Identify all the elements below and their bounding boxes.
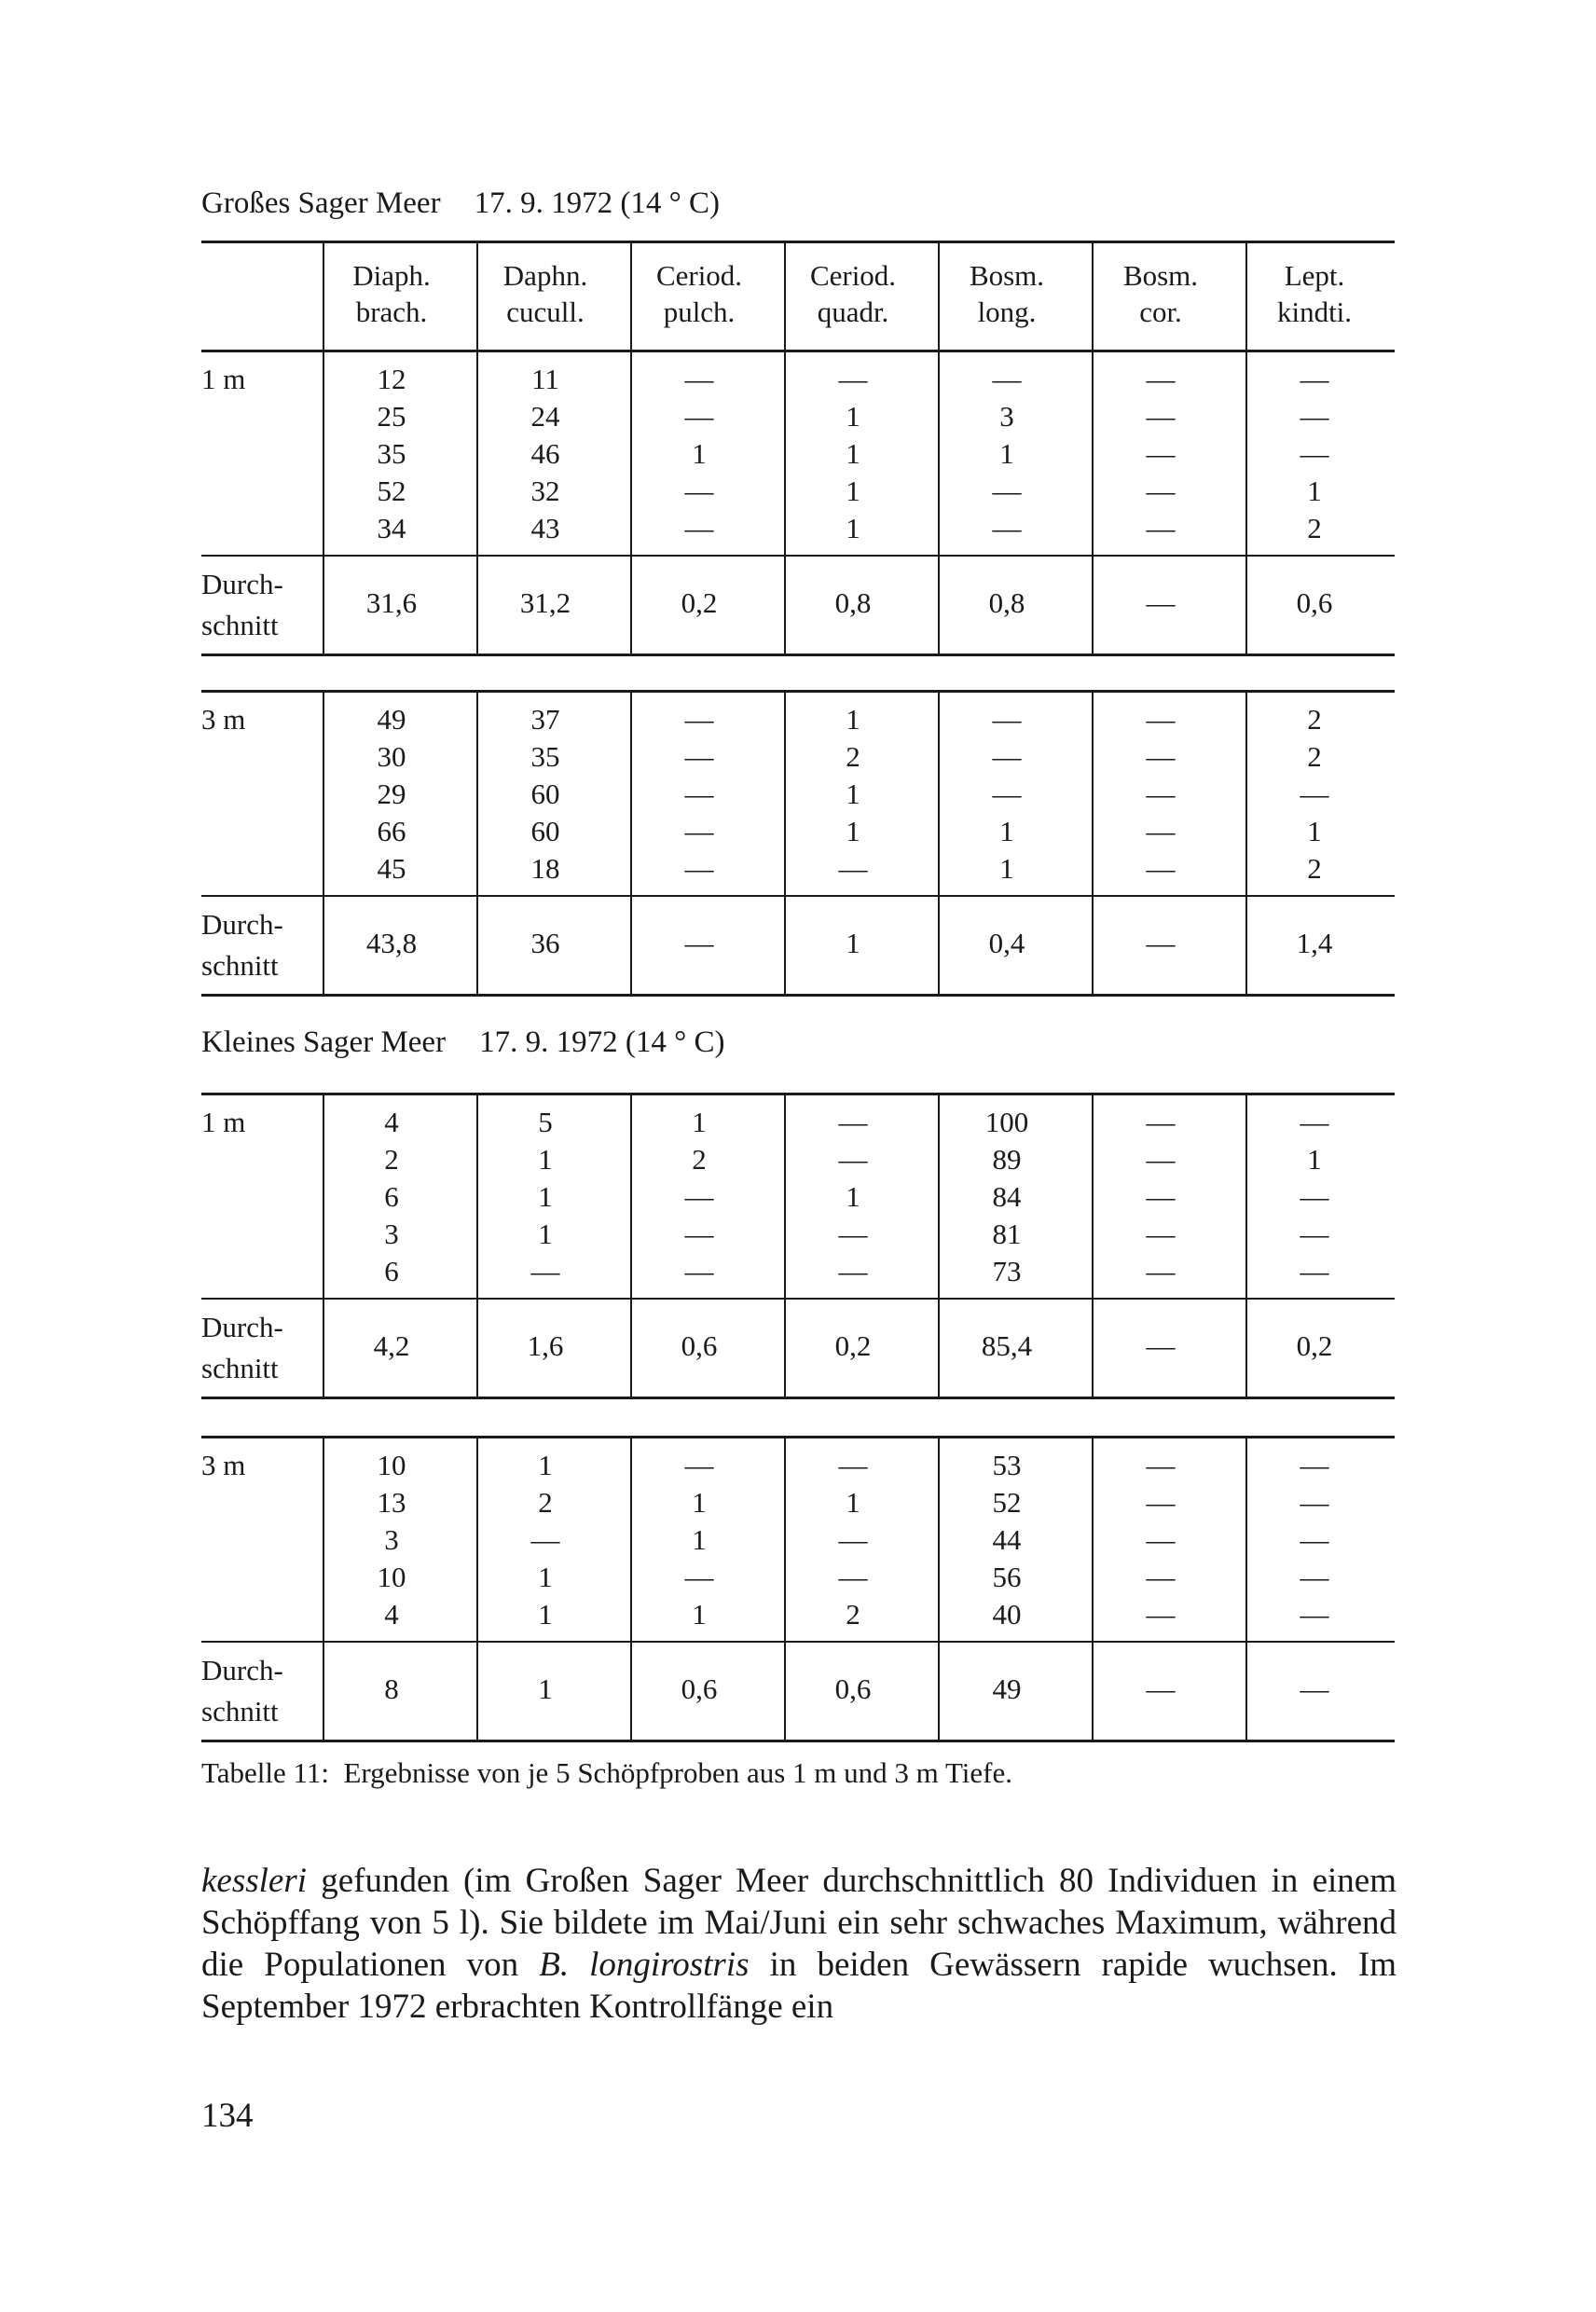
table-cell: —	[1146, 1449, 1176, 1481]
table-cell: 1	[692, 437, 707, 470]
table-cell: —	[1146, 703, 1176, 736]
table-column-divider	[630, 1093, 632, 1397]
table-cell: 4	[384, 1598, 399, 1631]
table-cell: —	[684, 363, 714, 395]
average-cell: 0,8	[988, 586, 1025, 619]
average-cell: 0,6	[834, 1672, 872, 1705]
table-caption: Tabelle 11: Ergebnisse von je 5 Schöpfproben aus 1 m und 3 m Tiefe.	[201, 1756, 1013, 1789]
table-cell: —	[992, 512, 1022, 544]
table-cell: 1	[692, 1106, 707, 1138]
table-cell: —	[684, 1180, 714, 1213]
table-cell: 1	[692, 1486, 707, 1519]
table-cell: 66	[377, 815, 406, 847]
average-cell: 0,8	[834, 586, 872, 619]
row-separator	[201, 1298, 1395, 1300]
table-cell: 12	[377, 363, 406, 395]
table-cell: 1	[999, 437, 1014, 470]
table-cell: 3	[384, 1523, 399, 1556]
average-cell: 1,6	[527, 1329, 564, 1362]
table-cell: 1	[1307, 475, 1322, 507]
table-cell: 2	[1307, 512, 1322, 544]
table-cell: 10	[377, 1561, 406, 1593]
page-number: 134	[201, 2097, 254, 2135]
column-header: Ceriod. quadr.	[809, 259, 897, 328]
table-column-divider	[630, 1436, 632, 1740]
table-column-divider	[1092, 690, 1094, 994]
average-cell: 43,8	[365, 927, 418, 959]
lake-name: Kleines Sager Meer	[201, 1025, 447, 1059]
table-cell: —	[1300, 1106, 1329, 1138]
average-label: Durch- schnitt	[201, 568, 283, 641]
column-header: Diaph. brach.	[352, 259, 431, 328]
table-cell: —	[1300, 1523, 1329, 1556]
table-cell: —	[1146, 1106, 1176, 1138]
table-cell: —	[1146, 475, 1176, 507]
table-cell: 6	[384, 1255, 399, 1287]
table-cell: —	[530, 1255, 560, 1287]
table-column-divider	[323, 241, 324, 350]
table-bottom-rule	[201, 1397, 1395, 1399]
table-cell: —	[1300, 1449, 1329, 1481]
table-cell: —	[684, 1218, 714, 1250]
table-cell: —	[992, 475, 1022, 507]
table-cell: —	[838, 1106, 868, 1138]
table-column-divider	[1092, 1436, 1094, 1740]
table-cell: 6	[384, 1180, 399, 1213]
table-column-divider	[1245, 350, 1247, 654]
table-cell: 40	[992, 1598, 1022, 1631]
table-cell: —	[1146, 740, 1176, 773]
table-column-divider	[1245, 1093, 1247, 1397]
table-cell: 100	[984, 1106, 1029, 1138]
average-cell: 0,2	[681, 586, 718, 619]
average-cell: 0,6	[681, 1329, 718, 1362]
average-cell: —	[1300, 1672, 1329, 1705]
table-cell: —	[992, 740, 1022, 773]
table-column-divider	[938, 350, 940, 654]
average-cell: —	[1146, 1329, 1176, 1362]
table-cell: —	[684, 815, 714, 847]
table-cell: 60	[530, 815, 560, 847]
table-column-divider	[323, 1093, 324, 1397]
table-header-top-rule	[201, 241, 1395, 243]
lake-date: 17. 9. 1972 (14 ° C)	[479, 1025, 725, 1059]
table-column-divider	[1092, 350, 1094, 654]
table-column-divider	[784, 1436, 786, 1740]
table-cell: 44	[992, 1523, 1022, 1556]
table-cell: 1	[846, 815, 860, 847]
average-cell: —	[684, 927, 714, 959]
table-cell: 1	[846, 475, 860, 507]
average-cell: 4,2	[373, 1329, 410, 1362]
table-cell: 29	[377, 778, 406, 810]
table-cell: 34	[377, 512, 406, 544]
table-cell: 18	[530, 852, 560, 885]
table-cell: —	[1300, 400, 1329, 433]
average-cell: 49	[992, 1672, 1022, 1705]
average-cell: 8	[384, 1672, 399, 1705]
table-top-rule	[201, 350, 1395, 352]
depth-label: 3 m	[201, 1449, 246, 1481]
table-cell: —	[684, 1255, 714, 1287]
table-cell: 84	[992, 1180, 1022, 1213]
table-bottom-rule	[201, 654, 1395, 656]
table-cell: —	[1146, 778, 1176, 810]
table-cell: —	[684, 852, 714, 885]
table-cell: —	[684, 512, 714, 544]
depth-label: 1 m	[201, 1106, 246, 1138]
lake-caption-klein	[201, 1025, 725, 1060]
table-column-divider	[938, 1093, 940, 1397]
table-cell: 37	[530, 703, 560, 736]
table-cell: —	[992, 778, 1022, 810]
column-header: Daphn. cucull.	[502, 259, 588, 328]
table-cell: 1	[1307, 1143, 1322, 1176]
table-cell: —	[1146, 1486, 1176, 1519]
table-cell: 25	[377, 400, 406, 433]
table-column-divider	[938, 241, 940, 350]
table-cell: 30	[377, 740, 406, 773]
table-cell: 1	[846, 703, 860, 736]
table-cell: 2	[538, 1486, 553, 1519]
table-cell: 1	[846, 778, 860, 810]
table-cell: 35	[530, 740, 560, 773]
table-column-divider	[784, 241, 786, 350]
table-column-divider	[1245, 1436, 1247, 1740]
table-top-rule	[201, 1093, 1395, 1095]
table-cell: 1	[538, 1561, 553, 1593]
table-cell: 1	[538, 1180, 553, 1213]
table-cell: 2	[846, 1598, 860, 1631]
table-cell: 1	[692, 1598, 707, 1631]
average-cell: 85,4	[981, 1329, 1033, 1362]
table-cell: 1	[692, 1523, 707, 1556]
average-cell: 0,4	[988, 927, 1025, 959]
table-column-divider	[323, 1436, 324, 1740]
table-column-divider	[323, 350, 324, 654]
average-cell: 0,2	[1296, 1329, 1333, 1362]
table-cell: 32	[530, 475, 560, 507]
table-cell: —	[838, 1218, 868, 1250]
table-top-rule	[201, 1436, 1395, 1438]
table-column-divider	[1092, 241, 1094, 350]
table-cell: —	[992, 703, 1022, 736]
table-cell: —	[684, 1561, 714, 1593]
table-cell: 10	[377, 1449, 406, 1481]
body-text-part: gefunden (im Großen Sager Meer durchschnittlich 80 Individuen in einem Schöpffang von 5 l). Sie bildete im Mai/Juni ein sehr schwaches Maximum, während die Populationen von	[201, 1862, 1396, 1984]
average-label: Durch- schnitt	[201, 908, 283, 982]
table-cell: —	[684, 400, 714, 433]
column-header: Ceriod. pulch.	[655, 259, 743, 328]
column-header: Bosm. cor.	[1122, 259, 1199, 328]
table-cell: 1	[1307, 815, 1322, 847]
table-cell: 1	[846, 1180, 860, 1213]
table-cell: 1	[538, 1449, 553, 1481]
table-column-divider	[476, 1093, 478, 1397]
table-cell: 5	[538, 1106, 553, 1138]
table-cell: —	[838, 852, 868, 885]
table-cell: 1	[538, 1218, 553, 1250]
table-column-divider	[476, 350, 478, 654]
table-cell: —	[1300, 1180, 1329, 1213]
table-cell: —	[1146, 512, 1176, 544]
table-cell: 11	[531, 363, 559, 395]
average-cell: 0,6	[681, 1672, 718, 1705]
table-cell: 46	[530, 437, 560, 470]
table-cell: —	[838, 1523, 868, 1556]
table-cell: 4	[384, 1106, 399, 1138]
species-name: kessleri	[201, 1862, 308, 1900]
average-cell: —	[1146, 586, 1176, 619]
table-cell: —	[1300, 1561, 1329, 1593]
table-cell: —	[1300, 1598, 1329, 1631]
table-cell: —	[1146, 1523, 1176, 1556]
table-cell: —	[1300, 1255, 1329, 1287]
table-bottom-rule	[201, 994, 1395, 997]
table-cell: 2	[692, 1143, 707, 1176]
table-cell: —	[684, 778, 714, 810]
row-separator	[201, 555, 1395, 557]
table-column-divider	[630, 690, 632, 994]
average-cell: 1,4	[1296, 927, 1333, 959]
average-cell: 0,6	[1296, 586, 1333, 619]
table-cell: 1	[999, 852, 1014, 885]
species-name: B. longirostris	[539, 1946, 750, 1984]
table-cell: —	[1146, 1561, 1176, 1593]
table-cell: —	[684, 475, 714, 507]
table-cell: —	[1300, 778, 1329, 810]
table-cell: 3	[999, 400, 1014, 433]
table-cell: —	[1146, 400, 1176, 433]
table-column-divider	[323, 690, 324, 994]
table-column-divider	[784, 690, 786, 994]
average-cell: —	[1146, 927, 1176, 959]
table-cell: 56	[992, 1561, 1022, 1593]
table-column-divider	[630, 350, 632, 654]
average-cell: 1	[846, 927, 860, 959]
column-header: Lept. kindti.	[1276, 259, 1353, 328]
table-column-divider	[476, 690, 478, 994]
table-cell: 2	[846, 740, 860, 773]
table-cell: 1	[538, 1598, 553, 1631]
table-cell: 1	[846, 512, 860, 544]
table-cell: 2	[384, 1143, 399, 1176]
column-header: Bosm. long.	[969, 259, 1045, 328]
table-cell: —	[1146, 815, 1176, 847]
table-cell: 2	[1307, 740, 1322, 773]
depth-label: 3 m	[201, 703, 246, 736]
row-separator	[201, 1641, 1395, 1643]
table-cell: —	[838, 1561, 868, 1593]
table-column-divider	[630, 241, 632, 350]
table-cell: 2	[1307, 852, 1322, 885]
table-cell: 1	[846, 1486, 860, 1519]
table-column-divider	[1092, 1093, 1094, 1397]
table-cell: —	[1146, 1143, 1176, 1176]
table-column-divider	[784, 350, 786, 654]
table-cell: 24	[530, 400, 560, 433]
table-cell: —	[1146, 1180, 1176, 1213]
table-top-rule	[201, 690, 1395, 693]
table-cell: —	[530, 1523, 560, 1556]
table-cell: 1	[846, 437, 860, 470]
table-cell: —	[1146, 363, 1176, 395]
table-cell: 52	[377, 475, 406, 507]
depth-label: 1 m	[201, 363, 246, 395]
table-cell: 43	[530, 512, 560, 544]
average-label: Durch- schnitt	[201, 1311, 283, 1384]
table-cell: —	[838, 1255, 868, 1287]
table-cell: —	[1300, 1218, 1329, 1250]
table-cell: —	[1146, 1598, 1176, 1631]
table-column-divider	[784, 1093, 786, 1397]
table-cell: —	[1146, 1218, 1176, 1250]
table-cell: 1	[999, 815, 1014, 847]
table-cell: 89	[992, 1143, 1022, 1176]
table-cell: —	[684, 740, 714, 773]
table-column-divider	[476, 1436, 478, 1740]
body-paragraph	[201, 1860, 1396, 2028]
lake-caption-gross	[201, 186, 720, 221]
table-column-divider	[938, 1436, 940, 1740]
table-cell: 73	[992, 1255, 1022, 1287]
table-column-divider	[1245, 690, 1247, 994]
table-cell: 53	[992, 1449, 1022, 1481]
table-cell: —	[838, 363, 868, 395]
table-bottom-rule	[201, 1740, 1395, 1742]
table-cell: 13	[377, 1486, 406, 1519]
table-cell: —	[1300, 363, 1329, 395]
average-cell: 1	[538, 1672, 553, 1705]
table-cell: —	[838, 1449, 868, 1481]
table-cell: 49	[377, 703, 406, 736]
table-cell: 1	[846, 400, 860, 433]
table-cell: —	[1146, 852, 1176, 885]
table-column-divider	[1245, 241, 1247, 350]
lake-name: Großes Sager Meer	[201, 186, 441, 220]
table-cell: 52	[992, 1486, 1022, 1519]
table-cell: —	[684, 1449, 714, 1481]
table-cell: —	[1300, 1486, 1329, 1519]
table-cell: 1	[538, 1143, 553, 1176]
table-cell: —	[992, 363, 1022, 395]
table-cell: 45	[377, 852, 406, 885]
body-text-part: in beiden Gewässern rapide wuchsen. Im September 1972 erbrachten Kontrollfänge ein	[201, 1946, 1396, 2026]
average-cell: —	[1146, 1672, 1176, 1705]
average-cell: 31,6	[365, 586, 418, 619]
table-cell: 60	[530, 778, 560, 810]
table-cell: —	[838, 1143, 868, 1176]
lake-date: 17. 9. 1972 (14 ° C)	[474, 186, 721, 220]
average-label: Durch- schnitt	[201, 1654, 283, 1727]
table-cell: —	[1146, 1255, 1176, 1287]
table-column-divider	[938, 690, 940, 994]
table-cell: 3	[384, 1218, 399, 1250]
table-cell: —	[1300, 437, 1329, 470]
row-separator	[201, 895, 1395, 897]
table-cell: 81	[992, 1218, 1022, 1250]
table-cell: 35	[377, 437, 406, 470]
table-cell: 2	[1307, 703, 1322, 736]
average-cell: 36	[530, 927, 560, 959]
table-cell: —	[1146, 437, 1176, 470]
average-cell: 31,2	[519, 586, 571, 619]
table-column-divider	[476, 241, 478, 350]
table-cell: —	[684, 703, 714, 736]
average-cell: 0,2	[834, 1329, 872, 1362]
